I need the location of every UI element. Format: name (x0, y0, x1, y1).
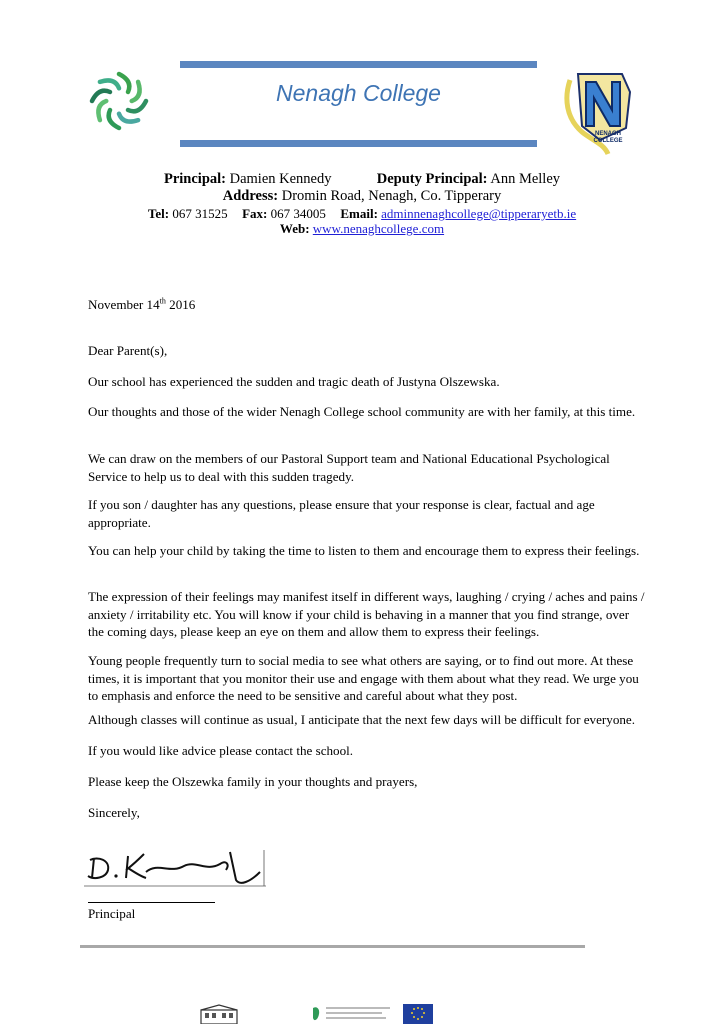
web-line (0, 219, 724, 238)
date-year: 2016 (165, 297, 196, 312)
tel-label: Tel: (147, 206, 170, 221)
crest-text-1: NENAGH (594, 131, 622, 137)
email-label: Email: (340, 206, 378, 221)
header-top-bar (180, 61, 537, 68)
email-link[interactable]: adminnenaghcollege@tipperaryetb.ie (381, 206, 577, 221)
paragraph-3: We can draw on the members of our Pastoral Support team and National Educational Psychological Service to help us to deal with this sudden tragedy. (88, 451, 610, 484)
letterhead (0, 0, 724, 240)
principal-label: Principal: (163, 171, 226, 187)
etb-swirl-logo (88, 70, 150, 132)
closing: Sincerely, (88, 805, 140, 820)
fax-label: Fax: (242, 206, 268, 221)
header-bottom-bar (180, 140, 537, 147)
paragraph-5: You can help your child by taking the time to listen to them and encourage them to express their feelings. (88, 543, 640, 558)
signature-line (88, 902, 215, 903)
web-link[interactable]: www.nenaghcollege.com (312, 221, 445, 236)
paragraph-8-line-1: Although classes will continue as usual, I anticipate that the next few days will be difficult for everyone. (88, 712, 635, 727)
address-value: Dromin Road, Nenagh, Co. Tipperary (281, 188, 502, 204)
paragraph-6: The expression of their feelings may manifest itself in different ways, laughing / crying / aches and pains / anxiety / irritability etc. You will know if your child is behaving in a manner that you find strange, over the coming days, please keep an eye on them and allow them to express their feelings. (88, 589, 645, 639)
web-label: Web: (279, 221, 310, 236)
building-logo (200, 1004, 238, 1024)
paragraph-4: If you son / daughter has any questions, please ensure that your response is clear, factual and age appropriate. (88, 497, 595, 530)
irish-government-logo (310, 1004, 394, 1024)
principal-name: Damien Kennedy (229, 171, 332, 187)
date-prefix: November 14 (88, 297, 160, 312)
address-label: Address: (222, 188, 279, 204)
deputy-label: Deputy Principal: (376, 171, 488, 187)
footer-rule (80, 945, 585, 948)
paragraph-7: Young people frequently turn to social media to see what others are saying, or to find out more. At these times, it is important that you monitor their use and engage with them about what they read. We urge you to emphasis and enforce the need to be sensitive and careful about what they post. (88, 653, 639, 703)
letter-date (88, 296, 648, 314)
college-name: Nenagh College (276, 80, 441, 106)
paragraph-2: Our thoughts and those of the wider Nenagh College school community are with her family, at this time. (88, 404, 636, 419)
signature (84, 846, 266, 892)
paragraph-1: Our school has experienced the sudden and tragic death of Justyna Olszewska. (88, 374, 500, 389)
paragraph-9: Please keep the Olszewka family in your thoughts and prayers, (88, 774, 418, 789)
fax-value: 067 34005 (270, 206, 326, 221)
signatory-title: Principal (88, 906, 136, 921)
deputy-name: Ann Melley (490, 171, 561, 187)
eu-flag-logo (403, 1004, 433, 1024)
salutation: Dear Parent(s), (88, 343, 168, 358)
crest-text-2: COLLEGE (593, 138, 623, 144)
paragraph-8-line-2: If you would like advice please contact the school. (88, 743, 354, 758)
college-crest-logo (560, 68, 640, 158)
date-suffix: th (159, 296, 166, 306)
tel-value: 067 31525 (172, 206, 228, 221)
